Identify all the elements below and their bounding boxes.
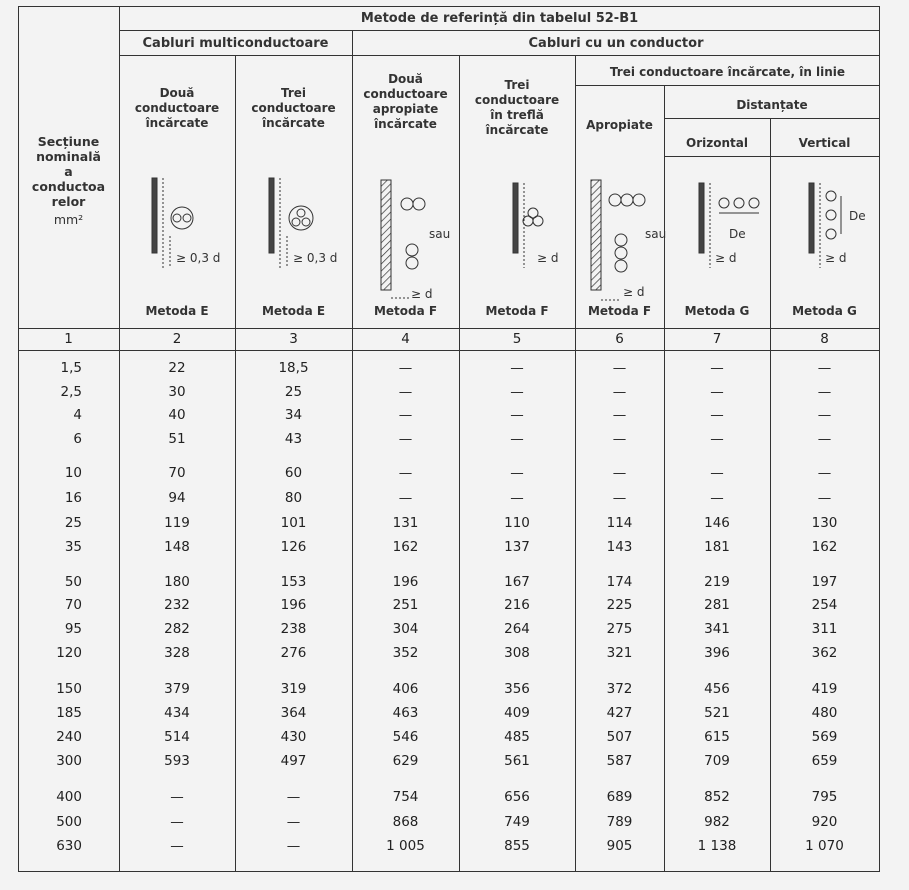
ampacity-cell: — — [510, 360, 524, 376]
ampacity-cell: 546 — [392, 729, 419, 745]
ampacity-cell: 126 — [280, 539, 307, 555]
ampacity-cell: 131 — [392, 515, 419, 531]
ampacity-cell: 868 — [392, 814, 419, 830]
ampacity-cell: 852 — [704, 789, 730, 805]
section-cell: 16 — [64, 490, 82, 506]
column-number: 4 — [401, 331, 410, 347]
ampacity-cell: — — [510, 431, 524, 447]
ampacity-cell: 251 — [392, 597, 419, 613]
ampacity-cell: — — [170, 789, 184, 805]
ampacity-cell: — — [817, 407, 832, 423]
section-cell: 50 — [64, 574, 82, 590]
ampacity-cell: 406 — [392, 681, 419, 697]
section-cell: 70 — [64, 597, 82, 613]
ampacity-cell: 80 — [284, 490, 303, 506]
ampacity-cell: 22 — [168, 360, 186, 376]
ampacity-cell: 1 138 — [697, 838, 737, 854]
ampacity-cell: 130 — [811, 515, 838, 531]
ampacity-cell: 689 — [606, 789, 633, 805]
ampacity-cell: 311 — [811, 621, 838, 637]
section-cell: 500 — [56, 814, 82, 830]
ampacity-cell: 70 — [168, 465, 186, 481]
ampacity-cell: 94 — [168, 490, 186, 506]
ampacity-cell: 146 — [704, 515, 730, 531]
ampacity-cell: 1 070 — [805, 838, 844, 854]
ampacity-cell: — — [817, 431, 832, 447]
ampacity-cell: 30 — [168, 384, 186, 400]
ampacity-cell: — — [510, 407, 524, 423]
ampacity-cell: 434 — [164, 705, 190, 721]
ampacity-table — [18, 6, 880, 872]
ampacity-cell: 905 — [606, 838, 633, 854]
column-number: 8 — [820, 331, 829, 347]
orizontal-header: Orizontal — [686, 136, 748, 150]
section-cell: 25 — [64, 515, 82, 531]
method-col2: Metoda E — [145, 304, 209, 318]
ampacity-cell: 561 — [504, 753, 530, 769]
ampacity-cell: 396 — [704, 645, 730, 661]
diagram-label-col4: ≥ d — [411, 287, 433, 301]
diagram-label-col3: ≥ 0,3 d — [293, 251, 338, 265]
ampacity-cell: — — [170, 838, 184, 854]
sectiune-header: Secțiune nominală a conductoa relor mm² — [31, 134, 106, 227]
section-cell: 10 — [64, 465, 82, 481]
ampacity-cell: 34 — [284, 407, 303, 423]
ampacity-cell: 569 — [811, 729, 838, 745]
method-col3: Metoda E — [261, 304, 326, 318]
ampacity-cell: — — [817, 490, 832, 506]
section-cell: 630 — [56, 838, 82, 854]
ampacity-cell: — — [170, 814, 184, 830]
ampacity-cell: 463 — [392, 705, 419, 721]
column-number: 2 — [172, 331, 182, 347]
section-cell: 150 — [56, 681, 82, 697]
ampacity-cell: 282 — [164, 621, 190, 637]
ampacity-cell: — — [710, 431, 724, 447]
ampacity-cell: 196 — [280, 597, 307, 613]
ampacity-cell: 110 — [504, 515, 530, 531]
ampacity-cell: 18,5 — [278, 360, 309, 376]
column-number: 3 — [289, 331, 298, 347]
diagram-col6 — [591, 180, 645, 300]
ampacity-cell: 143 — [606, 539, 633, 555]
ampacity-cell: 225 — [606, 597, 633, 613]
ampacity-cell: 615 — [704, 729, 730, 745]
ampacity-cell: — — [612, 490, 627, 506]
diagram-de-col7: De — [729, 227, 746, 241]
ampacity-cell: 101 — [280, 515, 307, 531]
ampacity-cell: 197 — [811, 574, 838, 590]
col4-header: Două conductoare apropiate încărcate — [363, 72, 448, 131]
ampacity-cell: 162 — [811, 539, 838, 555]
ampacity-cell: 356 — [504, 681, 530, 697]
ampacity-cell: 304 — [392, 621, 419, 637]
ampacity-cell: — — [398, 465, 413, 481]
ampacity-cell: 167 — [504, 574, 530, 590]
ampacity-cell: 514 — [164, 729, 190, 745]
ampacity-cell: — — [612, 384, 627, 400]
ampacity-cell: 43 — [284, 431, 303, 447]
ampacity-cell: — — [510, 465, 524, 481]
ampacity-cell: — — [398, 407, 413, 423]
ampacity-cell: 485 — [504, 729, 530, 745]
ampacity-cell: — — [710, 490, 724, 506]
ampacity-cell: — — [510, 490, 524, 506]
section-cell: 120 — [56, 645, 82, 661]
ampacity-cell: 629 — [392, 753, 419, 769]
column-number: 6 — [615, 331, 624, 347]
installation-diagrams — [119, 158, 880, 308]
ampacity-cell: 656 — [504, 789, 530, 805]
ampacity-cell: 593 — [164, 753, 190, 769]
ampacity-cell: 795 — [811, 789, 838, 805]
ampacity-cell: 328 — [164, 645, 190, 661]
method-col6: Metoda F — [587, 304, 652, 318]
ampacity-cell: 181 — [704, 539, 730, 555]
section-cell: 2,5 — [60, 384, 82, 400]
ampacity-cell: 982 — [704, 814, 730, 830]
ampacity-cell: 232 — [164, 597, 190, 613]
ampacity-cell: 749 — [504, 814, 530, 830]
col3-header: Trei conductoare încărcate — [251, 86, 336, 130]
ampacity-cell: 427 — [606, 705, 633, 721]
ampacity-cell: — — [398, 360, 413, 376]
ampacity-cell: 456 — [704, 681, 730, 697]
ampacity-cell: 308 — [504, 645, 530, 661]
ampacity-cell: — — [817, 384, 832, 400]
ampacity-cell: 920 — [811, 814, 838, 830]
distantate-header: Distanțate — [736, 98, 808, 112]
ampacity-cell: 254 — [811, 597, 838, 613]
ampacity-cell: 507 — [606, 729, 633, 745]
ampacity-cell: 754 — [392, 789, 419, 805]
ampacity-cell: — — [286, 838, 301, 854]
ampacity-cell: — — [398, 384, 413, 400]
ampacity-cell: — — [612, 360, 627, 376]
apropiate-header: Apropiate — [586, 118, 653, 132]
col5-header: Trei conductoare în treflă încărcate — [474, 78, 560, 137]
ampacity-cell: — — [510, 384, 524, 400]
ampacity-cell: 114 — [606, 515, 633, 531]
ampacity-cell: 480 — [811, 705, 838, 721]
ampacity-cell: 709 — [704, 753, 730, 769]
ampacity-cell: 25 — [284, 384, 303, 400]
ampacity-cell: — — [710, 384, 724, 400]
ampacity-cell: 174 — [606, 574, 633, 590]
ampacity-cell: — — [817, 360, 832, 376]
ampacity-cell: 264 — [504, 621, 530, 637]
ampacity-cell: 60 — [284, 465, 303, 481]
diagram-label-col7: ≥ d — [715, 251, 737, 265]
ampacity-cell: 352 — [392, 645, 419, 661]
method-col7: Metoda G — [684, 304, 750, 318]
diagram-label-col8: ≥ d — [825, 251, 847, 265]
section-cell: 1,5 — [60, 360, 82, 376]
ampacity-cell: 119 — [164, 515, 190, 531]
ampacity-cell: 1 005 — [386, 838, 425, 854]
ampacity-cell: 364 — [280, 705, 307, 721]
section-cell: 400 — [56, 789, 82, 805]
section-cell: 300 — [56, 753, 82, 769]
reference-methods-header: Metode de referință din tabelul 52-B1 — [360, 11, 639, 26]
ampacity-cell: 789 — [606, 814, 633, 830]
single-conductor-header: Cabluri cu un conductor — [528, 36, 704, 51]
ampacity-cell: 419 — [811, 681, 838, 697]
ampacity-cell: 372 — [606, 681, 633, 697]
ampacity-cell: 275 — [606, 621, 633, 637]
ampacity-cell: 180 — [164, 574, 190, 590]
ampacity-cell: 409 — [504, 705, 530, 721]
section-cell: 6 — [73, 431, 82, 447]
diagram-label-col5: ≥ d — [537, 251, 559, 265]
ampacity-cell: — — [398, 431, 413, 447]
ampacity-cell: 216 — [504, 597, 530, 613]
ampacity-cell: 137 — [504, 539, 530, 555]
ampacity-cell: 430 — [280, 729, 307, 745]
ampacity-cell: 162 — [392, 539, 419, 555]
ampacity-cell: 196 — [392, 574, 419, 590]
ampacity-cell: 659 — [811, 753, 838, 769]
ampacity-cell: 341 — [704, 621, 730, 637]
ampacity-cell: 362 — [811, 645, 838, 661]
ampacity-cell: — — [612, 465, 627, 481]
ampacity-cell: 153 — [280, 574, 307, 590]
ampacity-cell: 521 — [704, 705, 730, 721]
ampacity-cell: 497 — [280, 753, 307, 769]
ampacity-cell: — — [612, 431, 627, 447]
ampacity-cell: 321 — [606, 645, 633, 661]
ampacity-cell: 238 — [280, 621, 307, 637]
ampacity-cell: — — [286, 789, 301, 805]
section-cell: 185 — [56, 705, 82, 721]
col2-header: Două conductoare încărcate — [134, 86, 220, 130]
method-col5: Metoda F — [485, 304, 549, 318]
column-number: 5 — [512, 331, 522, 347]
ampacity-cell: 319 — [280, 681, 307, 697]
diagram-label-col2: ≥ 0,3 d — [176, 251, 221, 265]
method-col8: Metoda G — [792, 304, 857, 318]
ampacity-cell: 148 — [164, 539, 190, 555]
section-cell: 35 — [64, 539, 82, 555]
three-in-line-header: Trei conductoare încărcate, în linie — [609, 65, 846, 79]
section-cell: 4 — [73, 407, 82, 423]
ampacity-cell: 40 — [168, 407, 186, 423]
multi-conductor-header: Cabluri multiconductoare — [142, 36, 329, 51]
ampacity-cell: 587 — [606, 753, 633, 769]
diagram-label-col6: ≥ d — [623, 285, 645, 299]
section-cell: 240 — [56, 729, 82, 745]
ampacity-cell: — — [710, 407, 724, 423]
ampacity-cell: — — [612, 407, 627, 423]
ampacity-cell: — — [398, 490, 413, 506]
diagram-sau-col6: sau — [645, 227, 667, 241]
diagram-sau-col4: sau — [429, 227, 451, 241]
ampacity-cell: — — [710, 465, 724, 481]
ampacity-cell: — — [286, 814, 301, 830]
ampacity-cell: — — [710, 360, 724, 376]
column-number: 1 — [64, 331, 73, 347]
vertical-header: Vertical — [798, 136, 851, 150]
section-cell: 95 — [64, 621, 82, 637]
ampacity-cell: — — [817, 465, 832, 481]
column-number: 7 — [712, 331, 722, 347]
ampacity-cell: 219 — [704, 574, 730, 590]
ampacity-cell: 281 — [704, 597, 730, 613]
ampacity-cell: 51 — [168, 431, 186, 447]
diagram-col4 — [381, 180, 425, 298]
ampacity-cell: 855 — [504, 838, 530, 854]
diagram-de-col8: De — [849, 209, 866, 223]
ampacity-cell: 276 — [280, 645, 307, 661]
ampacity-cell: 379 — [164, 681, 190, 697]
method-col4: Metoda F — [373, 304, 438, 318]
